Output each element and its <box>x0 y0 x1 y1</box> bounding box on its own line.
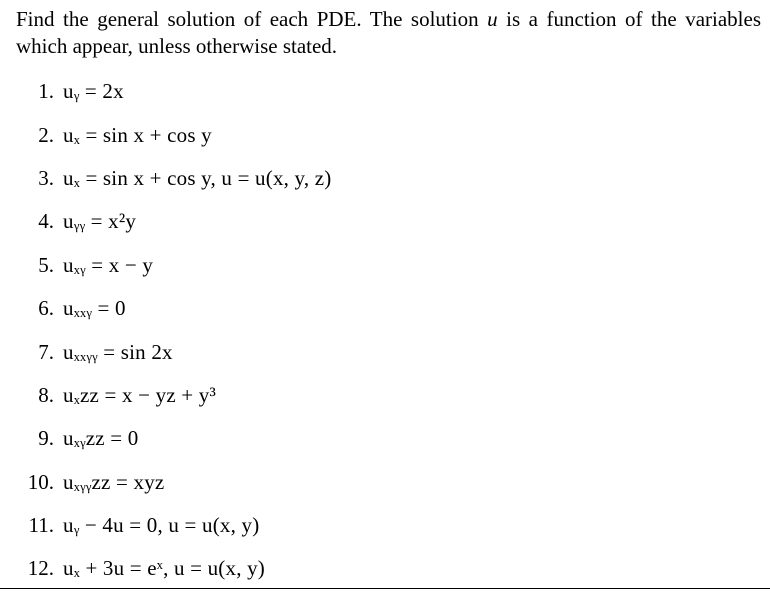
problem-equation: uᵧ = 2x <box>63 79 124 104</box>
problem-number: 11. <box>28 513 54 538</box>
problem-equation: uᵧᵧ = x²y <box>63 209 137 234</box>
instructions-text-start: Find the general solution of each PDE. The solution <box>16 7 488 31</box>
problem-item <box>0 461 770 504</box>
problem-equation: uₓᵧ = x − y <box>63 252 154 277</box>
problem-number: 3. <box>38 165 54 190</box>
problem-number: 6. <box>38 296 54 321</box>
problem-item <box>0 244 770 287</box>
problem-item <box>0 504 770 547</box>
problem-item <box>0 374 770 417</box>
instructions-text-end: is a function of the variables which appear, unless otherwise stated. <box>16 7 761 58</box>
problem-equation: uₓ + 3u = eˣ, u = u(x, y) <box>63 556 265 581</box>
problem-item <box>0 547 770 590</box>
problem-item <box>0 417 770 460</box>
problem-item <box>0 287 770 330</box>
problem-equation: uₓₓᵧ = 0 <box>63 296 126 321</box>
problem-equation: uₓₓᵧᵧ = sin 2x <box>63 339 173 364</box>
problem-item <box>0 200 770 243</box>
problem-number: 9. <box>38 426 54 451</box>
problem-number: 5. <box>38 252 54 277</box>
problem-equation: uₓᵧzz = 0 <box>63 426 139 451</box>
instructions-variable: u <box>487 7 498 31</box>
instructions-paragraph <box>16 6 761 60</box>
problem-item <box>0 157 770 200</box>
problem-list <box>0 70 770 591</box>
problem-number: 1. <box>38 79 54 104</box>
problem-item <box>0 70 770 113</box>
problem-item <box>0 113 770 156</box>
problem-equation: uᵧ − 4u = 0, u = u(x, y) <box>63 513 260 538</box>
problem-equation: uₓᵧᵧzz = xyz <box>63 469 165 494</box>
problem-number: 2. <box>38 122 54 147</box>
problem-item <box>0 330 770 373</box>
problem-equation: uₓ = sin x + cos y, u = u(x, y, z) <box>63 165 332 190</box>
problem-equation: uₓ = sin x + cos y <box>63 122 212 147</box>
problem-number: 10. <box>27 469 54 494</box>
problem-number: 4. <box>38 209 54 234</box>
problem-number: 8. <box>38 382 54 407</box>
problem-number: 12. <box>27 556 54 581</box>
problem-number: 7. <box>38 339 54 364</box>
problem-equation: uₓzz = x − yz + y³ <box>63 382 216 407</box>
